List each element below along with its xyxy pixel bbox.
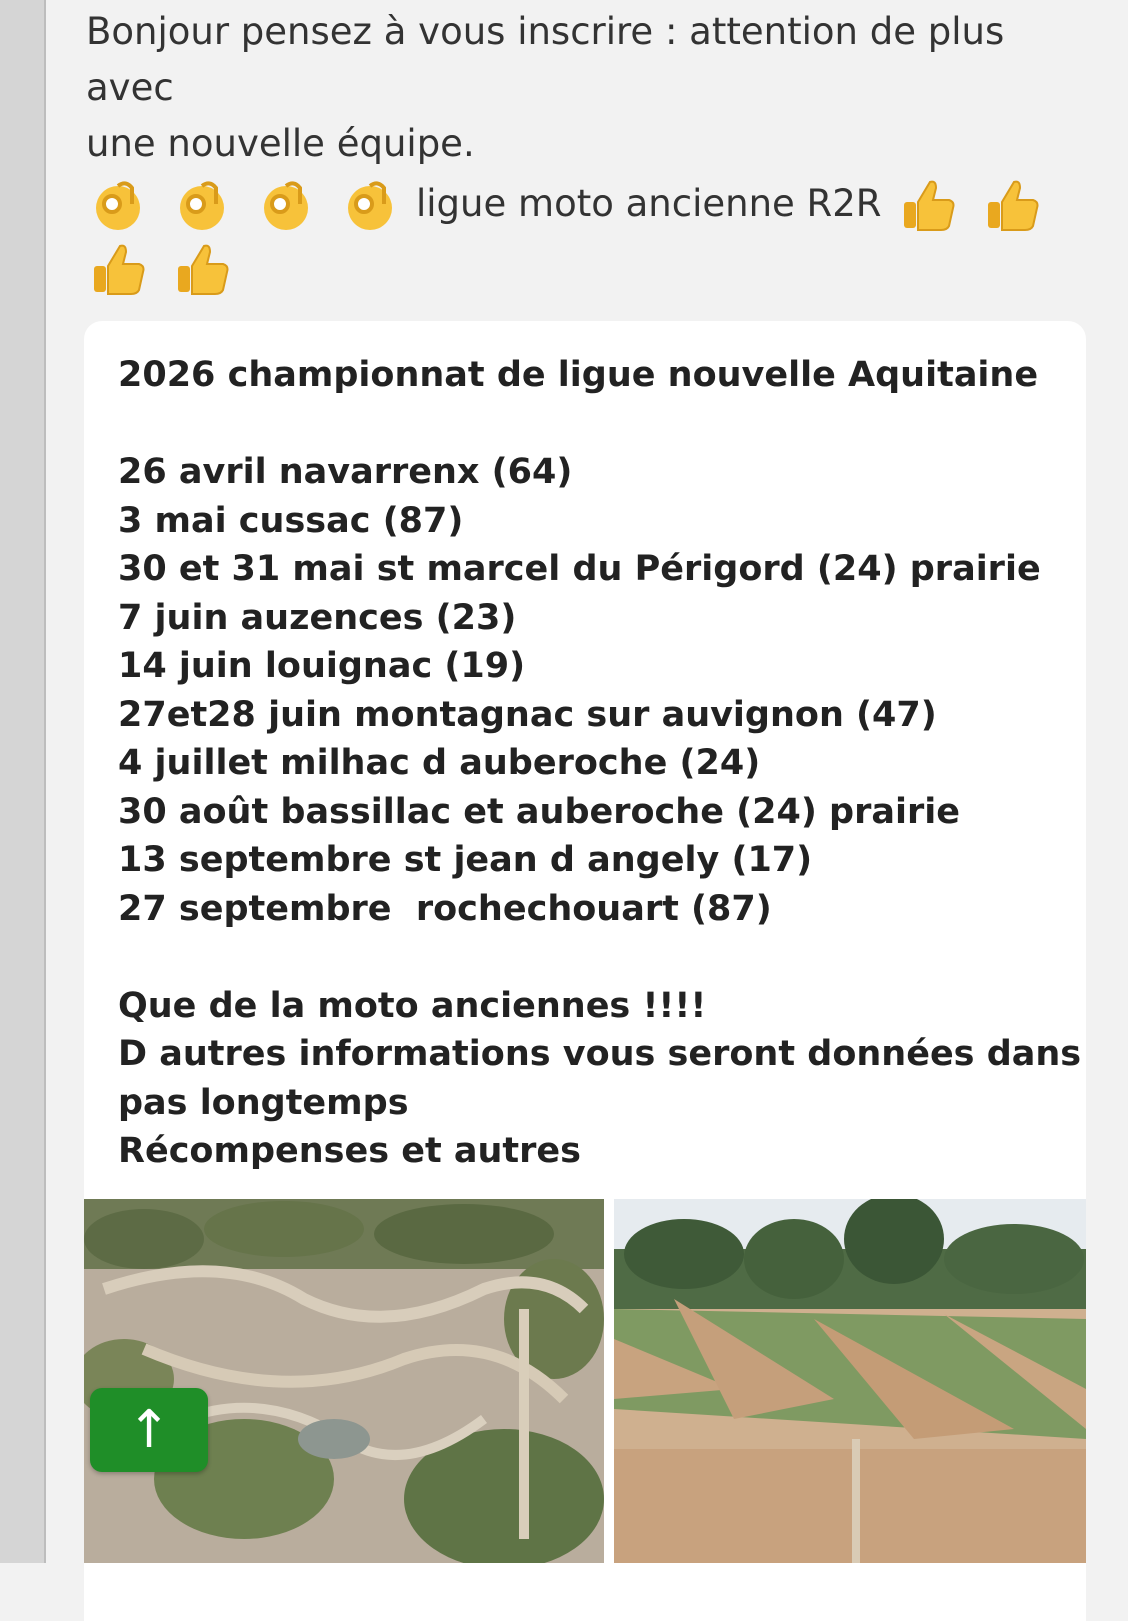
event-item: 7 juin auzences (23) [118, 597, 517, 638]
event-item: 30 août bassillac et auberoche (24) prairie [118, 791, 960, 832]
event-item: 14 juin louignac (19) [118, 646, 526, 686]
post-text-line-1: Bonjour pensez à vous inscrire : attention de plus avec [86, 10, 1005, 109]
scroll-to-top-button[interactable]: ↑ [90, 1388, 208, 1472]
closing-line: Que de la moto anciennes !!!! [118, 985, 707, 1026]
event-item: 3 mai cussac (87) [118, 500, 464, 541]
thumbs-up-icon [170, 236, 234, 300]
photo-gallery [84, 1199, 1086, 1563]
announcement-title: 2026 championnat de ligue nouvelle Aquitaine [118, 355, 1039, 395]
post-text [86, 4, 1096, 236]
event-item: 27et28 juin montagnac sur auvignon (47) [118, 694, 937, 735]
ok-hand-icon [170, 172, 234, 236]
thumbs-up-icon [86, 236, 150, 300]
thumbs-up-icon [896, 172, 960, 236]
event-item: 26 avril navarrenx (64) [118, 452, 573, 492]
event-item: 30 et 31 mai st marcel du Périgord (24) prairie [118, 549, 1041, 589]
ok-hand-icon [254, 172, 318, 236]
closing-line: D autres informations vous seront données dans [118, 1034, 1082, 1074]
thumbs-up-icon [980, 172, 1044, 236]
left-rail [0, 0, 46, 1563]
ok-hand-icon [86, 172, 150, 236]
emoji-row-label: ligue moto ancienne R2R [416, 182, 882, 225]
closing-line: Récompenses et autres [118, 1131, 581, 1171]
announcement-text [118, 351, 1082, 1176]
track-hillside-photo[interactable] [614, 1199, 1086, 1563]
event-item: 13 septembre st jean d angely (17) [118, 840, 813, 880]
closing-line: pas longtemps [118, 1082, 409, 1123]
track-aerial-photo[interactable] [84, 1199, 604, 1563]
post-text-line-2: une nouvelle équipe. [86, 122, 475, 165]
event-item: 27 septembre rochechouart (87) [118, 888, 772, 929]
ok-hand-icon [338, 172, 402, 236]
event-item: 4 juillet milhac d auberoche (24) [118, 743, 761, 783]
emoji-row [86, 172, 1096, 236]
